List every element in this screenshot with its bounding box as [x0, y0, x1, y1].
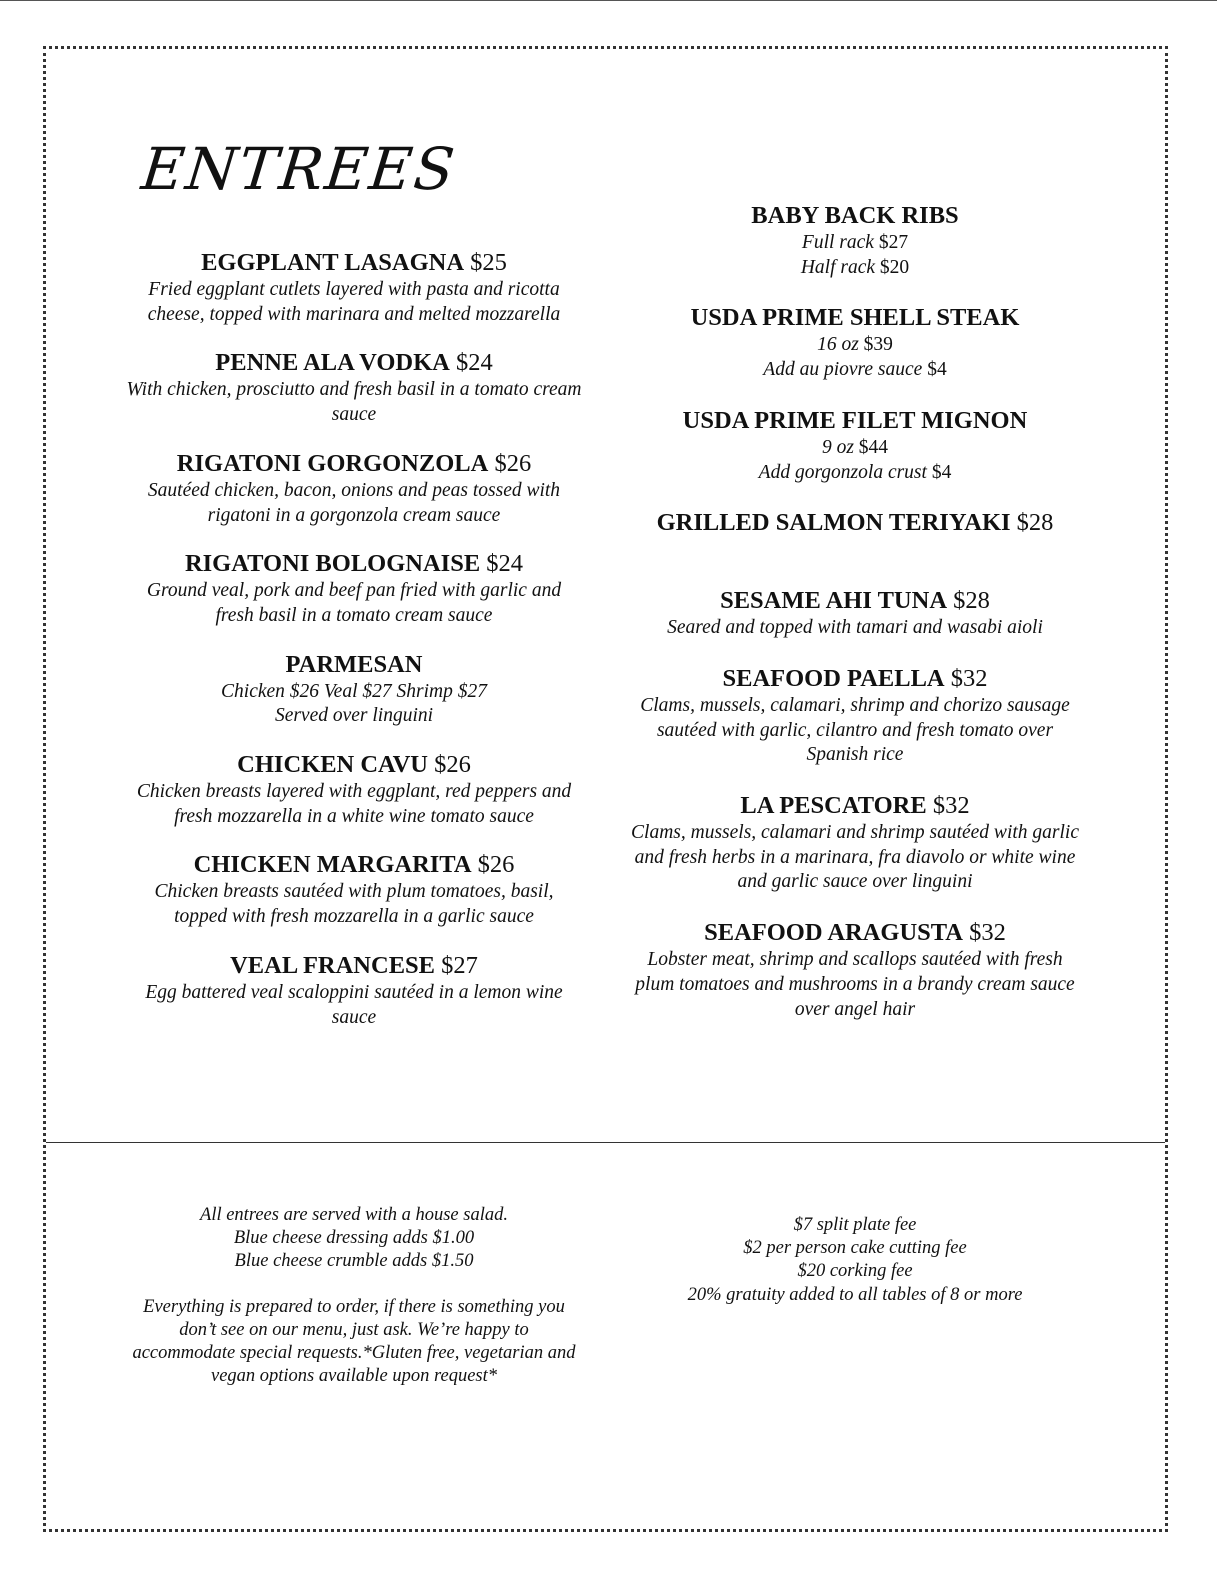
- item-price: $26: [494, 449, 532, 477]
- item-name: PARMESAN: [285, 650, 423, 678]
- item-name: RIGATONI BOLOGNAISE: [184, 550, 481, 578]
- item-price: $24: [486, 550, 524, 578]
- item-description: Clams, mussels, calamari and shrimp sautéed with garlic and fresh herbs in a marinara, fra diavolo or white wine and garlic sauce over linguini: [631, 822, 1079, 893]
- item-heading: [126, 449, 582, 479]
- item-option: [630, 256, 1080, 281]
- special-requests-note: Everything is prepared to order, if there is something you don’t see on our menu, just ask. We’re happy to accommodate special requests.*Gluten free, vegetarian and vegan options available upon request*: [132, 1296, 576, 1387]
- salad-line: Blue cheese crumble adds $1.50: [234, 1251, 474, 1272]
- item-name: SEAFOOD ARAGUSTA: [704, 919, 963, 947]
- item-heading: [126, 348, 582, 378]
- item-description: Ground veal, pork and beef pan fried with garlic and fresh basil in a tomato cream sauce: [146, 580, 562, 626]
- option-price: $27: [878, 232, 909, 253]
- item-heading: [630, 791, 1080, 821]
- item-option: [630, 358, 1080, 383]
- item-heading: [126, 549, 582, 579]
- item-name: CHICKEN MARGARITA: [193, 851, 472, 879]
- menu-item: [126, 951, 582, 1030]
- item-heading: [630, 303, 1080, 333]
- item-name: LA PESCATORE: [740, 792, 927, 820]
- item-name: SESAME AHI TUNA: [720, 587, 948, 615]
- menu-item: [630, 508, 1080, 538]
- item-heading: [126, 850, 582, 880]
- option-price: $4: [927, 359, 947, 381]
- item-description: Chicken breasts sautéed with plum tomatoes, basil, topped with fresh mozzarella in a garlic sauce: [154, 881, 554, 928]
- item-heading: [630, 406, 1080, 436]
- item-description: With chicken, prosciutto and fresh basil in a tomato cream sauce: [126, 379, 582, 426]
- menu-item: [630, 303, 1080, 382]
- menu-item: [126, 549, 582, 628]
- item-price: $32: [969, 919, 1006, 947]
- item-heading: [630, 201, 1080, 231]
- item-heading: [126, 248, 582, 278]
- item-name: BABY BACK RIBS: [751, 202, 959, 229]
- item-price: $28: [953, 587, 990, 615]
- menu-item: [630, 664, 1080, 768]
- item-option: [630, 461, 1080, 486]
- item-heading: [630, 918, 1080, 948]
- item-heading: [126, 951, 582, 981]
- item-name: SEAFOOD PAELLA: [722, 664, 945, 692]
- menu-item: [126, 449, 582, 528]
- option-price: $4: [931, 461, 952, 483]
- menu-item: [126, 850, 582, 929]
- item-option: [630, 436, 1080, 461]
- option-label: Half rack: [800, 256, 876, 278]
- menu-item: [126, 650, 582, 729]
- item-price: $32: [950, 664, 988, 692]
- option-label: Add gorgonzola crust: [758, 461, 927, 483]
- menu-item: [630, 918, 1080, 1022]
- left-column: [126, 248, 582, 1030]
- item-name: RIGATONI GORGONZOLA: [176, 449, 489, 477]
- item-description: Lobster meat, shrimp and scallops sautéed with fresh plum tomatoes and mushrooms in a brandy cream sauce over angel hair: [635, 949, 1075, 1020]
- item-heading: [630, 508, 1080, 538]
- option-label: Add au piovre sauce: [763, 359, 923, 381]
- menu-item: [126, 750, 582, 829]
- option-label: 9 oz: [821, 436, 854, 458]
- item-name: EGGPLANT LASAGNA: [201, 249, 465, 276]
- top-rule: [0, 0, 1217, 1]
- item-name: VEAL FRANCESE: [230, 951, 435, 979]
- footer-left: [126, 1204, 582, 1388]
- item-name: CHICKEN CAVU: [237, 751, 428, 779]
- item-description: Chicken breasts layered with eggplant, red peppers and fresh mozzarella in a white wine tomato sauce: [136, 781, 572, 827]
- salad-line: All entrees are served with a house salad.: [200, 1205, 508, 1225]
- menu-item: [126, 248, 582, 327]
- menu-item: [126, 348, 582, 427]
- item-description: Chicken $26 Veal $27 Shrimp $27 Served over linguini: [221, 680, 487, 727]
- option-price: $20: [879, 256, 910, 278]
- option-label: 16 oz: [817, 334, 859, 356]
- right-column: [630, 201, 1080, 1022]
- menu-item: [630, 201, 1080, 280]
- item-description: Clams, mussels, calamari, shrimp and chorizo sausage sautéed with garlic, cilantro and fresh tomato over Spanish rice: [640, 694, 1070, 766]
- item-price: $32: [932, 792, 970, 820]
- menu-title: ENTREES: [138, 135, 460, 203]
- item-description: Fried eggplant cutlets layered with pasta and ricotta cheese, topped with marinara and melted mozzarella: [147, 279, 561, 325]
- item-name: PENNE ALA VODKA: [215, 349, 450, 377]
- menu-item: [630, 586, 1080, 641]
- footer-right: [630, 1214, 1080, 1307]
- menu-item: [630, 406, 1080, 485]
- item-name: GRILLED SALMON TERIYAKI: [656, 509, 1011, 537]
- item-price: $26: [434, 751, 471, 779]
- item-price: $25: [470, 249, 507, 276]
- fee-line: 20% gratuity added to all tables of 8 or more: [687, 1284, 1023, 1305]
- item-price: $28: [1016, 509, 1054, 537]
- item-heading: [630, 664, 1080, 694]
- item-price: $27: [441, 951, 478, 979]
- item-description: Egg battered veal scaloppini sautéed in a lemon wine sauce: [145, 981, 563, 1028]
- option-price: $44: [858, 436, 889, 458]
- item-option: [630, 333, 1080, 358]
- item-description: Seared and topped with tamari and wasabi aioli: [667, 617, 1043, 639]
- salad-note: [126, 1204, 582, 1274]
- item-price: $24: [455, 349, 493, 377]
- item-description: Sautéed chicken, bacon, onions and peas tossed with rigatoni in a gorgonzola cream sauce: [147, 479, 561, 526]
- item-name: USDA PRIME SHELL STEAK: [690, 304, 1020, 332]
- salad-line: Blue cheese dressing adds $1.00: [233, 1228, 475, 1249]
- fee-line: $7 split plate fee: [793, 1215, 917, 1235]
- fee-line: $2 per person cake cutting fee: [743, 1238, 967, 1259]
- option-label: Full rack: [801, 232, 874, 253]
- item-name: USDA PRIME FILET MIGNON: [682, 406, 1028, 434]
- fee-line: $20 corking fee: [797, 1261, 913, 1282]
- section-divider: [46, 1142, 1165, 1143]
- item-heading: [630, 586, 1080, 616]
- item-heading: [126, 750, 582, 780]
- item-heading: [126, 650, 582, 680]
- menu-item: [630, 791, 1080, 895]
- item-price: $26: [477, 851, 515, 879]
- option-price: $39: [863, 334, 893, 356]
- item-option: [630, 231, 1080, 256]
